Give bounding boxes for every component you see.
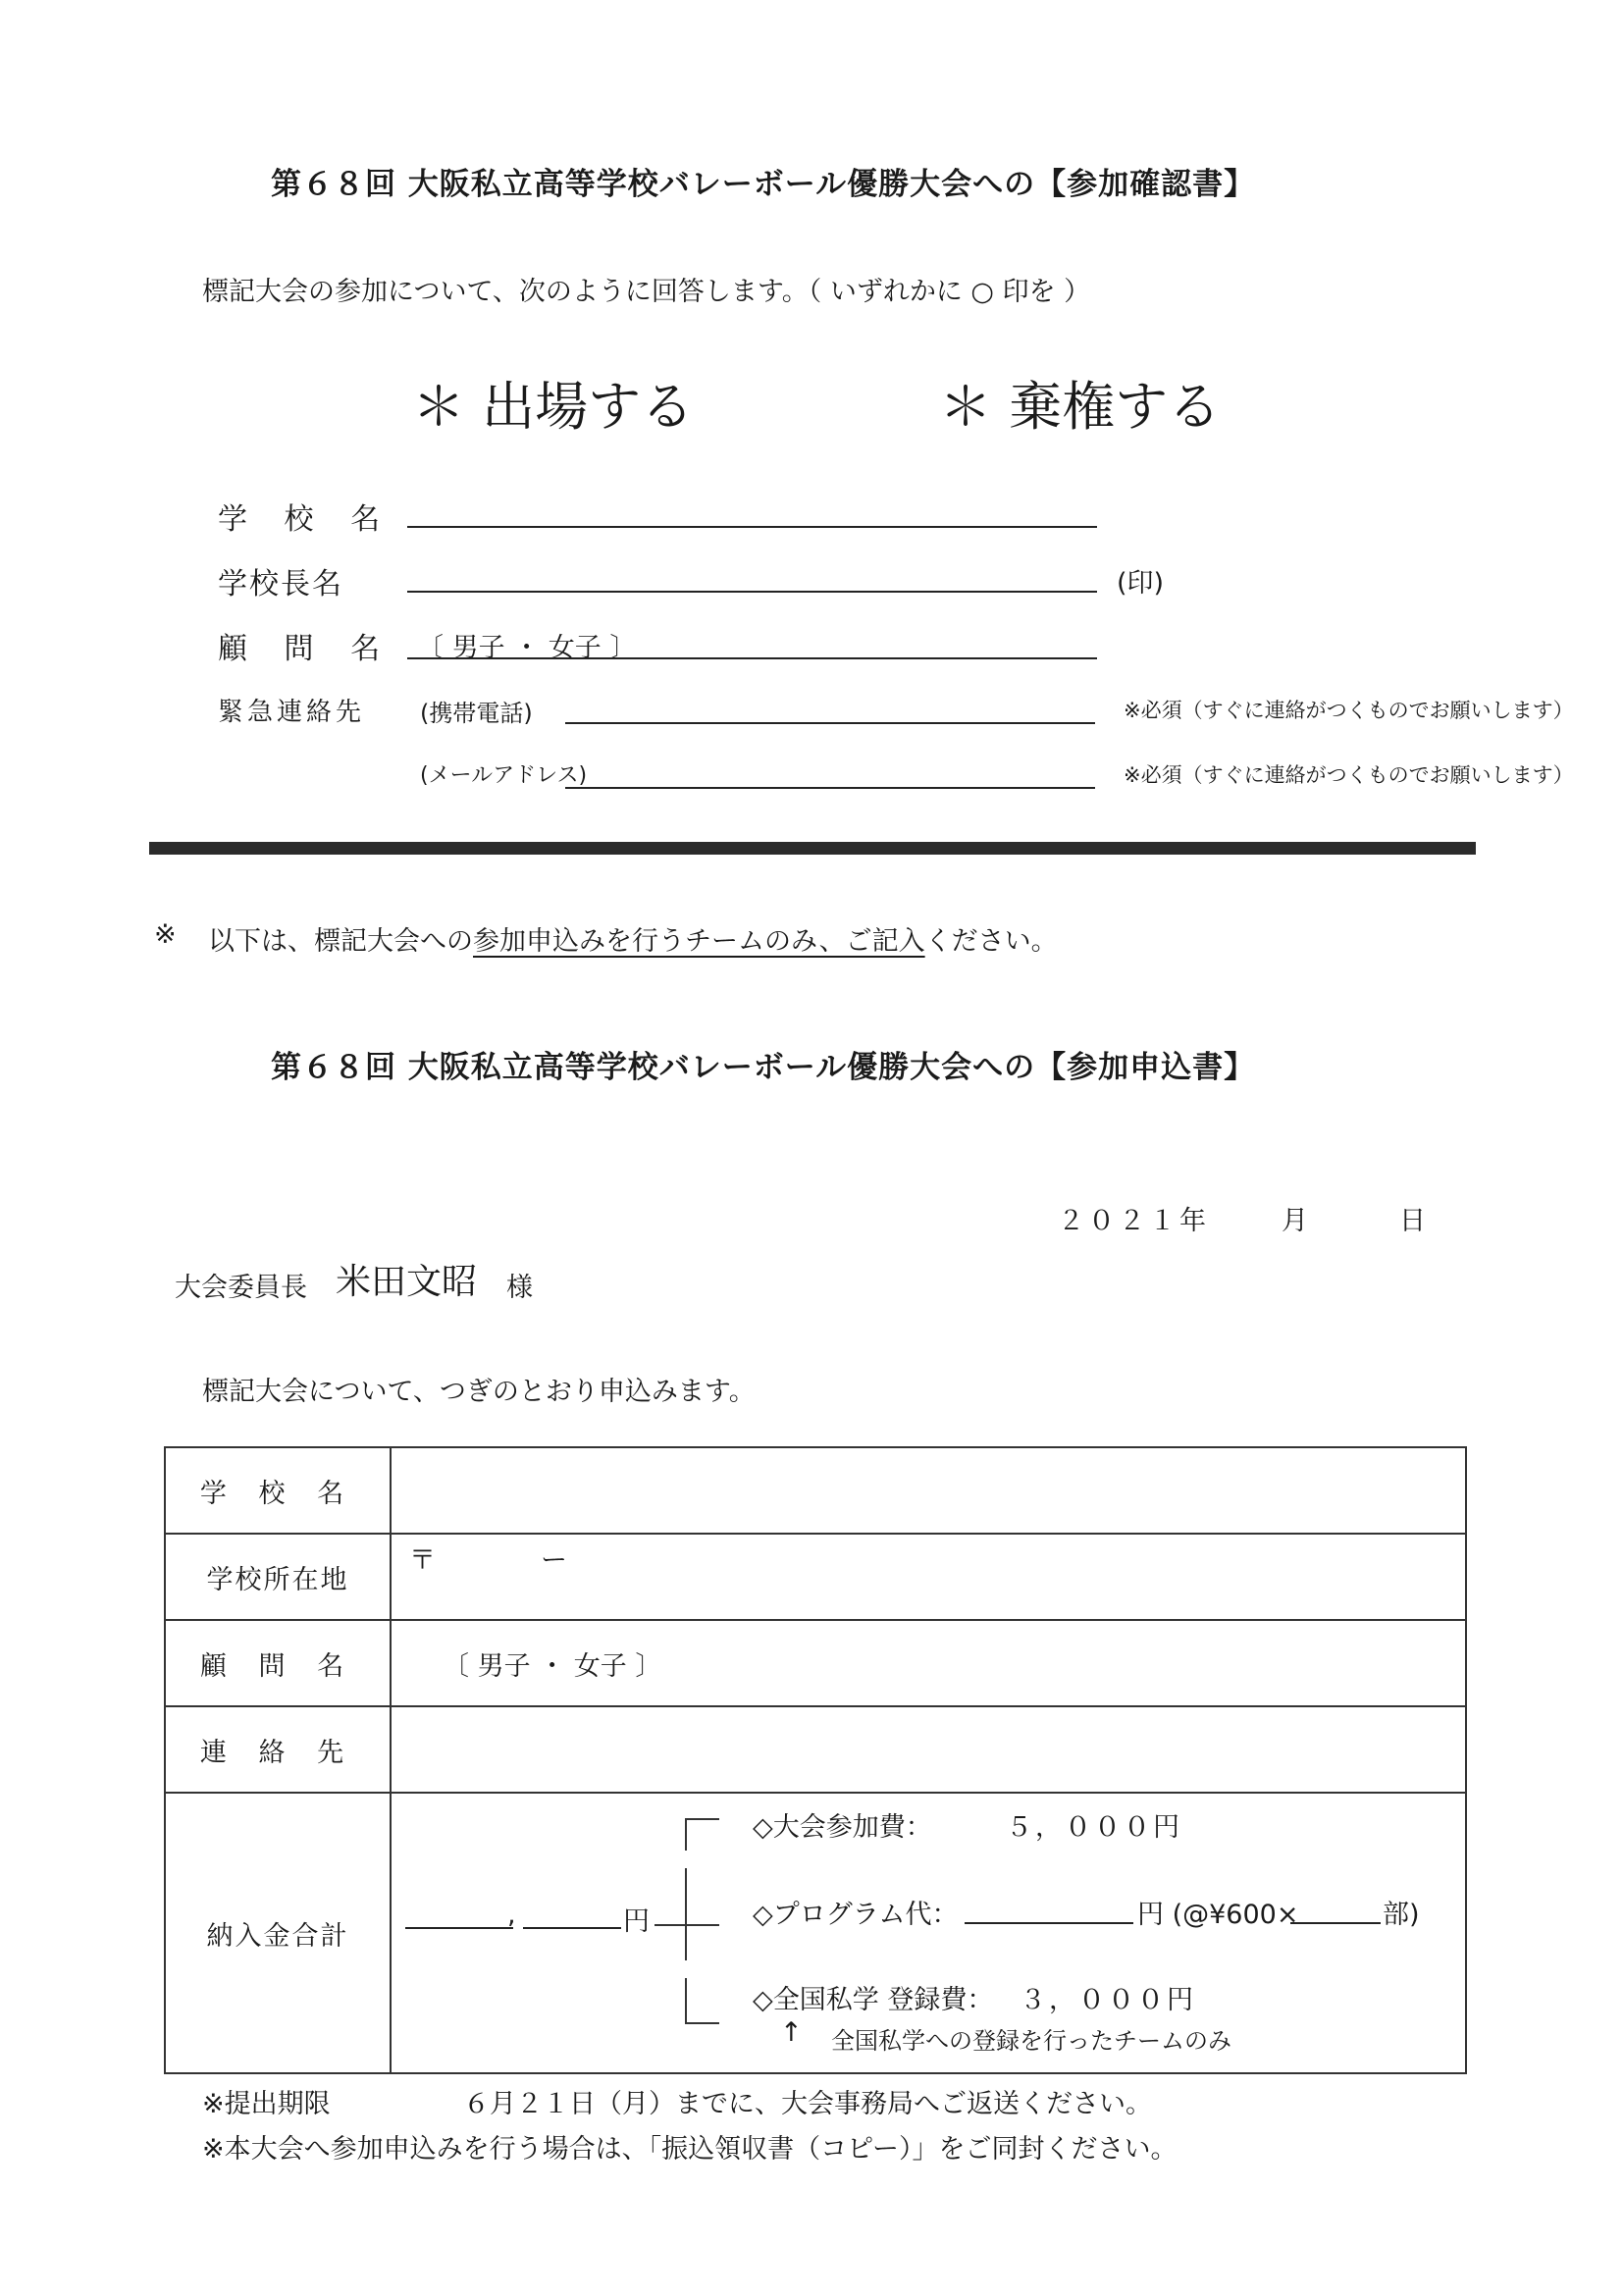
table-contact-label: 連 絡 先 <box>165 1706 391 1793</box>
fee-entry-label: ◇大会参加費： <box>753 1812 932 1843</box>
section-divider <box>149 842 1476 855</box>
fee-bracket <box>654 1813 723 2029</box>
table-total-field <box>391 1793 1466 2073</box>
receipt-note: ※本大会へ参加申込みを行う場合は、「振込領収書（コピー）」をご同封ください。 <box>202 2134 1178 2165</box>
mobile-required-note: ※必須（すぐに連絡がつくものでお願いします） <box>1124 699 1574 722</box>
table-school-field[interactable] <box>391 1447 1466 1534</box>
table-advisor-label: 顧 問 名 <box>165 1620 391 1706</box>
fee-program-unit: 円 (@¥600× <box>1137 1900 1299 1930</box>
notice-prefix: 以下は、標記大会への <box>208 926 473 957</box>
fee-registration-amount: ３，０００円 <box>1020 1985 1196 2015</box>
option-forfeit[interactable]: ＊ 棄権する <box>939 376 1222 438</box>
table-row-contact <box>165 1706 1466 1793</box>
application-title: 第６８回 大阪私立高等学校バレーボール優勝大会への【参加申込書】 <box>271 1050 1256 1085</box>
application-intro: 標記大会について、つぎのとおり申込みます。 <box>202 1377 756 1407</box>
table-row-total <box>165 1793 1466 2073</box>
fee-program-copies-line[interactable] <box>1290 1922 1381 1924</box>
addressee-role: 大会委員長 <box>175 1273 307 1303</box>
advisor-line[interactable] <box>407 657 1097 659</box>
date-month: 月 <box>1282 1206 1308 1236</box>
total-unit: 円 <box>623 1906 650 1937</box>
deadline-text: ６月２１日（月）までに、大会事務局へご返送ください。 <box>463 2089 1152 2119</box>
total-blank-ones[interactable] <box>523 1927 621 1929</box>
fee-registration-label: ◇全国私学 登録費： <box>753 1985 994 2015</box>
table-address-label: 学校所在地 <box>165 1534 391 1620</box>
registration-note: 全国私学への登録を行ったチームのみ <box>831 2027 1231 2055</box>
notice-mark: ※ <box>154 919 177 950</box>
advisor-gender-choice[interactable]: 〔 男子 ・ 女子 〕 <box>417 633 637 663</box>
school-name-line[interactable] <box>407 526 1097 528</box>
application-table <box>164 1446 1467 2074</box>
deadline-label: ※提出期限 <box>202 2089 331 2119</box>
emergency-label: 緊急連絡先 <box>218 698 366 727</box>
table-contact-field[interactable] <box>391 1706 1466 1793</box>
principal-line[interactable] <box>407 591 1097 593</box>
date-year: ２０２１年 <box>1058 1206 1210 1236</box>
fee-entry-amount: ５，０００円 <box>1006 1812 1182 1843</box>
notice-underlined: 参加申込みを行うチームのみ、ご記入 <box>473 926 925 957</box>
registration-arrow-icon: ↑ <box>780 2017 803 2048</box>
notice-suffix: ください。 <box>924 926 1058 957</box>
table-advisor-field[interactable] <box>391 1620 1466 1706</box>
fee-program-suffix: 部) <box>1383 1900 1420 1930</box>
mobile-label: (携帯電話) <box>420 700 533 727</box>
table-total-label: 納入金合計 <box>165 1793 391 2073</box>
table-address-field[interactable] <box>391 1534 1466 1620</box>
table-gender-choice[interactable]: 〔 男子 ・ 女子 〕 <box>443 1650 662 1682</box>
option-participate[interactable]: ＊ 出場する <box>412 376 695 438</box>
table-school-label: 学 校 名 <box>165 1447 391 1534</box>
mobile-line[interactable] <box>565 722 1095 724</box>
confirm-intro: 標記大会の参加について、次のように回答します。（ いずれかに ○ 印を ） <box>202 277 1091 307</box>
fee-program-label: ◇プログラム代： <box>753 1900 959 1930</box>
addressee-honorific: 様 <box>506 1273 533 1303</box>
notice-line <box>208 919 1058 958</box>
mail-required-note: ※必須（すぐに連絡がつくものでお願いします） <box>1124 763 1574 787</box>
principal-label: 学校長名 <box>218 567 343 601</box>
table-row-advisor <box>165 1620 1466 1706</box>
postal-dash: ー <box>541 1545 567 1576</box>
seal-mark: (印) <box>1117 568 1165 599</box>
total-blank-thousands[interactable] <box>405 1927 513 1929</box>
confirm-title: 第６８回 大阪私立高等学校バレーボール優勝大会への【参加確認書】 <box>271 167 1256 202</box>
total-comma: , <box>507 1900 516 1930</box>
school-name-label: 学 校 名 <box>218 502 394 537</box>
mail-label: (メールアドレス) <box>420 763 588 788</box>
table-row-school <box>165 1447 1466 1534</box>
advisor-label: 顧 問 名 <box>218 632 394 666</box>
mail-line[interactable] <box>565 787 1095 789</box>
fee-program-amount-line[interactable] <box>965 1922 1133 1924</box>
addressee-name: 米田文昭 <box>336 1262 478 1302</box>
date-day: 日 <box>1399 1206 1426 1236</box>
postal-mark: 〒 <box>409 1545 436 1576</box>
table-row-address <box>165 1534 1466 1620</box>
